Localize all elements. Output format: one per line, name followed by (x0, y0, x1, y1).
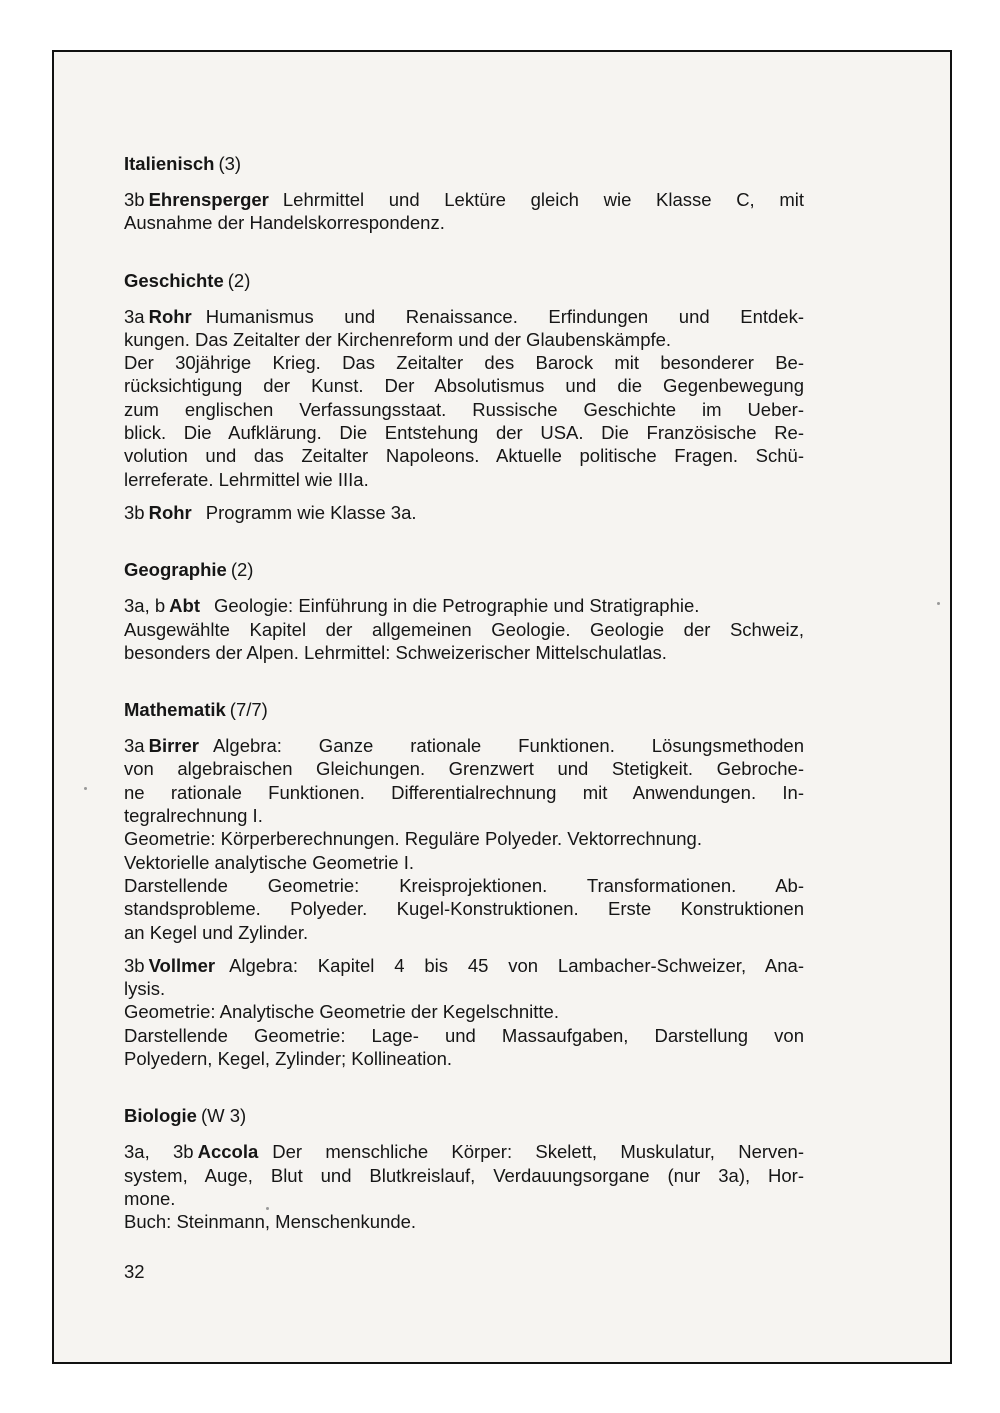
text-line: rücksichtigung der Kunst. Der Absolutismus und die Gegenbewegung (124, 375, 804, 397)
class-label: 3b (124, 501, 145, 523)
class-label: 3b (124, 954, 145, 976)
section-heading (124, 1104, 804, 1128)
text-line: zum englischen Verfassungsstaat. Russische Geschichte im Ueber- (124, 398, 804, 420)
line-text: Geologie: Einführung in die Petrographie und Stratigraphie. (213, 595, 700, 617)
section-italienisch (124, 152, 804, 235)
scan-speck (84, 787, 87, 790)
teacher-name: Abt (169, 595, 200, 617)
subject-title: Mathematik (124, 699, 226, 721)
text-line (124, 501, 804, 524)
text-line (124, 188, 804, 211)
section-mathematik (124, 698, 804, 1070)
course-entry (124, 1140, 804, 1233)
subject-hours: (2) (230, 559, 254, 581)
text-line: standsprobleme. Polyeder. Kugel-Konstruktionen. Erste Konstruktionen (124, 898, 804, 920)
page-content (124, 152, 804, 1244)
page-number: 32 (124, 1261, 145, 1282)
section-heading (124, 269, 804, 293)
document-page (54, 52, 950, 1362)
line-text: Algebra: Ganze rationale Funktionen. Lösungsmethoden (212, 735, 804, 757)
section-geschichte (124, 269, 804, 525)
text-line (124, 594, 804, 617)
course-entry (124, 188, 804, 235)
line-text: Humanismus und Renaissance. Erfindungen und Entdek- (205, 305, 804, 327)
subject-hours: (W 3) (200, 1105, 247, 1127)
teacher-name: Rohr (148, 305, 192, 327)
text-line: an Kegel und Zylinder. (124, 921, 309, 943)
section-heading (124, 698, 804, 722)
course-entry (124, 734, 804, 944)
teacher-name: Vollmer (148, 954, 216, 976)
class-label: 3a, b (124, 595, 166, 617)
subject-hours: (2) (227, 269, 251, 291)
scan-speck (937, 602, 940, 605)
subject-title: Geographie (124, 559, 227, 581)
course-entry (124, 501, 804, 524)
subject-hours: (7/7) (229, 699, 268, 721)
subject-hours: (3) (218, 153, 242, 174)
subject-title: Biologie (124, 1105, 197, 1127)
teacher-name: Birrer (148, 735, 199, 757)
text-line: Geometrie: Analytische Geometrie der Kegelschnitte. (124, 1001, 559, 1023)
scan-speck (266, 1207, 269, 1210)
text-line: mone. (124, 1187, 176, 1209)
text-line: Vektorielle analytische Geometrie I. (124, 851, 414, 873)
course-entry (124, 594, 804, 664)
class-label: 3a (124, 735, 145, 757)
teacher-name: Rohr (148, 501, 192, 523)
subject-title: Geschichte (124, 269, 224, 291)
class-label: 3a (124, 305, 145, 327)
text-line: Buch: Steinmann, Menschenkunde. (124, 1211, 417, 1233)
course-entry (124, 954, 804, 1070)
text-line: lysis. (124, 978, 166, 1000)
text-line (124, 1140, 804, 1163)
subject-title: Italienisch (124, 153, 215, 174)
section-geographie (124, 558, 804, 664)
line-text: Programm wie Klasse 3a. (205, 501, 417, 523)
text-line (124, 305, 804, 328)
line-text: Der menschliche Körper: Skelett, Muskulatur, Nerven- (272, 1141, 805, 1163)
text-line: kungen. Das Zeitalter der Kirchenreform und der Glaubenskämpfe. (124, 328, 672, 350)
class-label: 3a, 3b (124, 1141, 194, 1163)
text-line: Darstellende Geometrie: Kreisprojektionen. Transformationen. Ab- (124, 874, 804, 896)
section-biologie (124, 1104, 804, 1233)
text-line: Geometrie: Körperberechnungen. Reguläre Polyeder. Vektorrechnung. (124, 828, 702, 850)
line-text: Lehrmittel und Lektüre gleich wie Klasse C, mit (282, 189, 804, 210)
text-line: besonders der Alpen. Lehrmittel: Schweizerischer Mittelschulatlas. (124, 641, 667, 663)
text-line: Polyedern, Kegel, Zylinder; Kollineation. (124, 1048, 453, 1070)
text-line: Ausgewählte Kapitel der allgemeinen Geologie. Geologie der Schweiz, (124, 618, 804, 640)
text-line: lerreferate. Lehrmittel wie IIIa. (124, 468, 369, 490)
section-heading (124, 152, 804, 176)
text-line: Der 30jährige Krieg. Das Zeitalter des Barock mit besonderer Be- (124, 352, 804, 374)
teacher-name: Accola (197, 1141, 259, 1163)
line-text: Algebra: Kapitel 4 bis 45 von Lambacher-Schweizer, Ana- (229, 954, 804, 976)
text-line: Ausnahme der Handelskorrespondenz. (124, 212, 445, 234)
text-line: system, Auge, Blut und Blutkreislauf, Verdauungsorgane (nur 3a), Hor- (124, 1164, 804, 1186)
text-line (124, 954, 804, 977)
text-line (124, 734, 804, 757)
text-line: ne rationale Funktionen. Differentialrechnung mit Anwendungen. In- (124, 781, 804, 803)
class-label: 3b (124, 189, 145, 210)
text-line: volution und das Zeitalter Napoleons. Aktuelle politische Fragen. Schü- (124, 445, 804, 467)
section-heading (124, 558, 804, 582)
teacher-name: Ehrensperger (148, 189, 269, 210)
course-entry (124, 305, 804, 491)
text-line: von algebraischen Gleichungen. Grenzwert und Stetigkeit. Gebroche- (124, 758, 804, 780)
text-line: blick. Die Aufklärung. Die Entstehung der USA. Die Französische Re- (124, 422, 804, 444)
text-line: tegralrechnung I. (124, 805, 263, 827)
text-line: Darstellende Geometrie: Lage- und Massaufgaben, Darstellung von (124, 1024, 804, 1046)
